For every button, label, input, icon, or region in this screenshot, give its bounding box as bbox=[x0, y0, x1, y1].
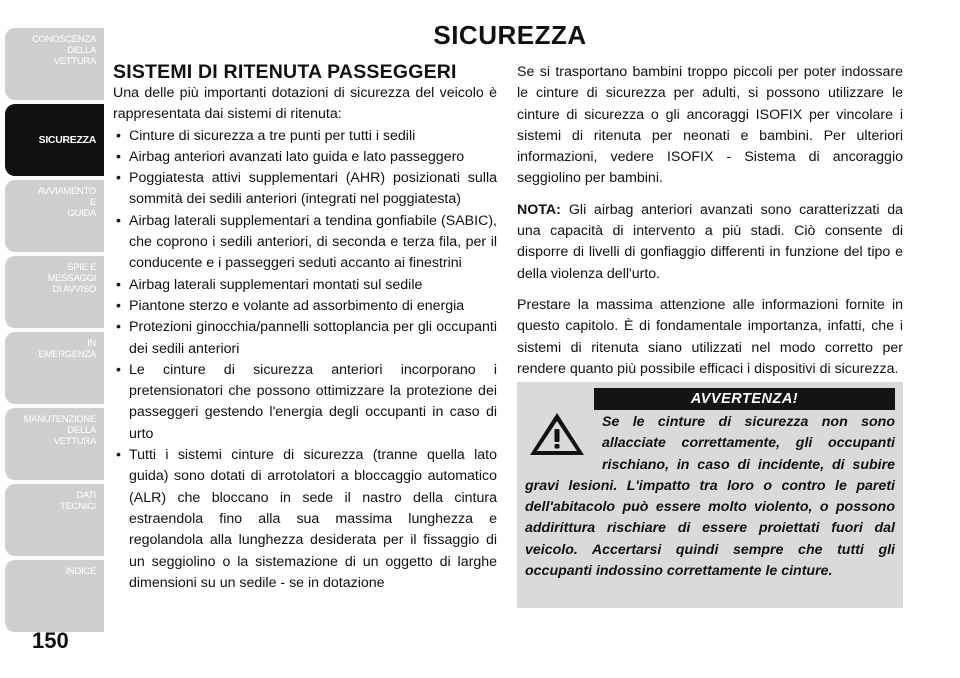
list-item: • Poggiatesta attivi supplementari (AHR) posizionati sulla sommità dei sedili anteriori (integrati nel poggiatesta) bbox=[113, 168, 497, 211]
tab-label-line: DI AVVISO bbox=[52, 284, 96, 295]
tab-label-line: CONOSCENZA bbox=[31, 34, 96, 45]
page-number: 150 bbox=[32, 628, 69, 653]
tab-dati-tecnici[interactable] bbox=[5, 484, 104, 556]
warning-text bbox=[525, 412, 895, 582]
tab-label-line: AVVIAMENTO bbox=[37, 186, 96, 197]
tab-label-line: VETTURA bbox=[53, 56, 96, 67]
restraint-systems-list bbox=[113, 126, 497, 595]
tab-label-line: DELLA bbox=[67, 425, 96, 436]
list-item: • Le cinture di sicurezza anteriori incorporano i pretensionatori che possono ottimizzare la protezione dei passeggeri gestendo l'energia degli occupanti in caso di urto bbox=[113, 360, 497, 445]
page-title: SICUREZZA bbox=[433, 20, 587, 50]
tab-label-line: SICUREZZA bbox=[38, 133, 96, 146]
tab-spie-messaggi[interactable] bbox=[5, 256, 104, 328]
tab-avviamento-guida[interactable] bbox=[5, 180, 104, 252]
warning-box bbox=[517, 382, 903, 608]
tab-sicurezza[interactable] bbox=[5, 104, 104, 176]
nota-label: NOTA: bbox=[517, 201, 561, 218]
nota-text: Gli airbag anteriori avanzati sono caratterizzati da una capacità di intervento a più stadi. Ciò consente di disporre di livelli di gonfiaggio differenti in funzione del tipo e della violenza dell'urto. bbox=[517, 201, 903, 282]
list-item: • Tutti i sistemi cinture di sicurezza (tranne quella lato guida) sono dotati di arrotolatori a bloccaggio automatico (ALR) che bloccano in sede il nastro della cintura estraendola fino alla sua massima lunghezza e regolandola alla lunghezza desiderata per il fissaggio di un seggiolino o la sistemazione di un oggetto di larghe dimensioni su un sedile - se in dotazione bbox=[113, 445, 497, 594]
right-column bbox=[517, 62, 903, 380]
tab-label-line: GUIDA bbox=[67, 208, 96, 219]
attention-paragraph: Prestare la massima attenzione alle informazioni fornite in questo capitolo. È di fondamentale importanza, infatti, che i sistemi di ritenuta siano utilizzati nel modo corretto per rendere quanto più possibile efficaci i dispositivi di sicurezza. bbox=[517, 296, 903, 377]
section-title: SISTEMI DI RITENUTA PASSEGGERI bbox=[113, 61, 457, 83]
list-item: • Piantone sterzo e volante ad assorbimento di energia bbox=[113, 296, 497, 317]
list-item: • Protezioni ginocchia/pannelli sottoplancia per gli occupanti dei sedili anteriori bbox=[113, 317, 497, 360]
tab-label-line: DELLA bbox=[67, 45, 96, 56]
list-item: • Cinture di sicurezza a tre punti per tutti i sedili bbox=[113, 126, 497, 147]
tab-label-line: MESSAGGI bbox=[47, 273, 96, 284]
tab-label-line: VETTURA bbox=[53, 436, 96, 447]
warning-icon-spacer bbox=[525, 412, 602, 456]
list-item: • Airbag anteriori avanzati lato guida e lato passeggero bbox=[113, 147, 497, 168]
left-column bbox=[113, 61, 497, 594]
nota-paragraph bbox=[517, 200, 903, 285]
warning-body: Se le cinture di sicurezza non sono allacciate correttamente, gli occupanti rischiano, in caso di incidente, di subire gravi lesioni. L'impatto tra loro o contro le pareti dell'abitacolo può essere molto violento, o possono addirittura rischiare di essere proiettati fuori dal veicolo. Accertarsi quindi sempre che tutti gli occupanti indossino correttamente le cinture. bbox=[525, 414, 895, 580]
tab-label-line: SPIE E bbox=[67, 262, 96, 273]
tab-label-line: EMERGENZA bbox=[38, 349, 96, 360]
tab-label-line: IN bbox=[87, 338, 96, 349]
warning-heading: AVVERTENZA! bbox=[594, 388, 895, 410]
tab-indice[interactable] bbox=[5, 560, 104, 632]
tab-label-line: TECNICI bbox=[60, 501, 96, 512]
list-item: • Airbag laterali supplementari a tendina gonfiabile (SABIC), che coprono i sedili anteriori, di seconda e terza fila, per il conducente e i passeggeri seduti accanto ai finestrini bbox=[113, 211, 497, 275]
tab-emergenza[interactable] bbox=[5, 332, 104, 404]
child-restraint-paragraph: Se si trasportano bambini troppo piccoli per poter indossare le cinture di sicurezza per adulti, si possono utilizzare le cinture di sicurezza o gli ancoraggi ISOFIX per vincolare i sistemi di ritenuta per neonati e bambini. Per ulteriori informazioni, vedere ISOFIX - Sistema di ancoraggio seggiolino per bambini. bbox=[517, 64, 903, 187]
tab-manutenzione[interactable] bbox=[5, 408, 104, 480]
tab-label-line: DATI bbox=[76, 490, 96, 501]
tab-label-line: INDICE bbox=[65, 566, 96, 577]
list-item: • Airbag laterali supplementari montati sul sedile bbox=[113, 275, 497, 296]
tab-label-line: MANUTENZIONE bbox=[23, 414, 96, 425]
tab-label-line: E bbox=[89, 197, 96, 208]
intro-paragraph: Una delle più importanti dotazioni di sicurezza del veicolo è rappresentata dai sistemi di ritenuta: bbox=[113, 85, 497, 123]
